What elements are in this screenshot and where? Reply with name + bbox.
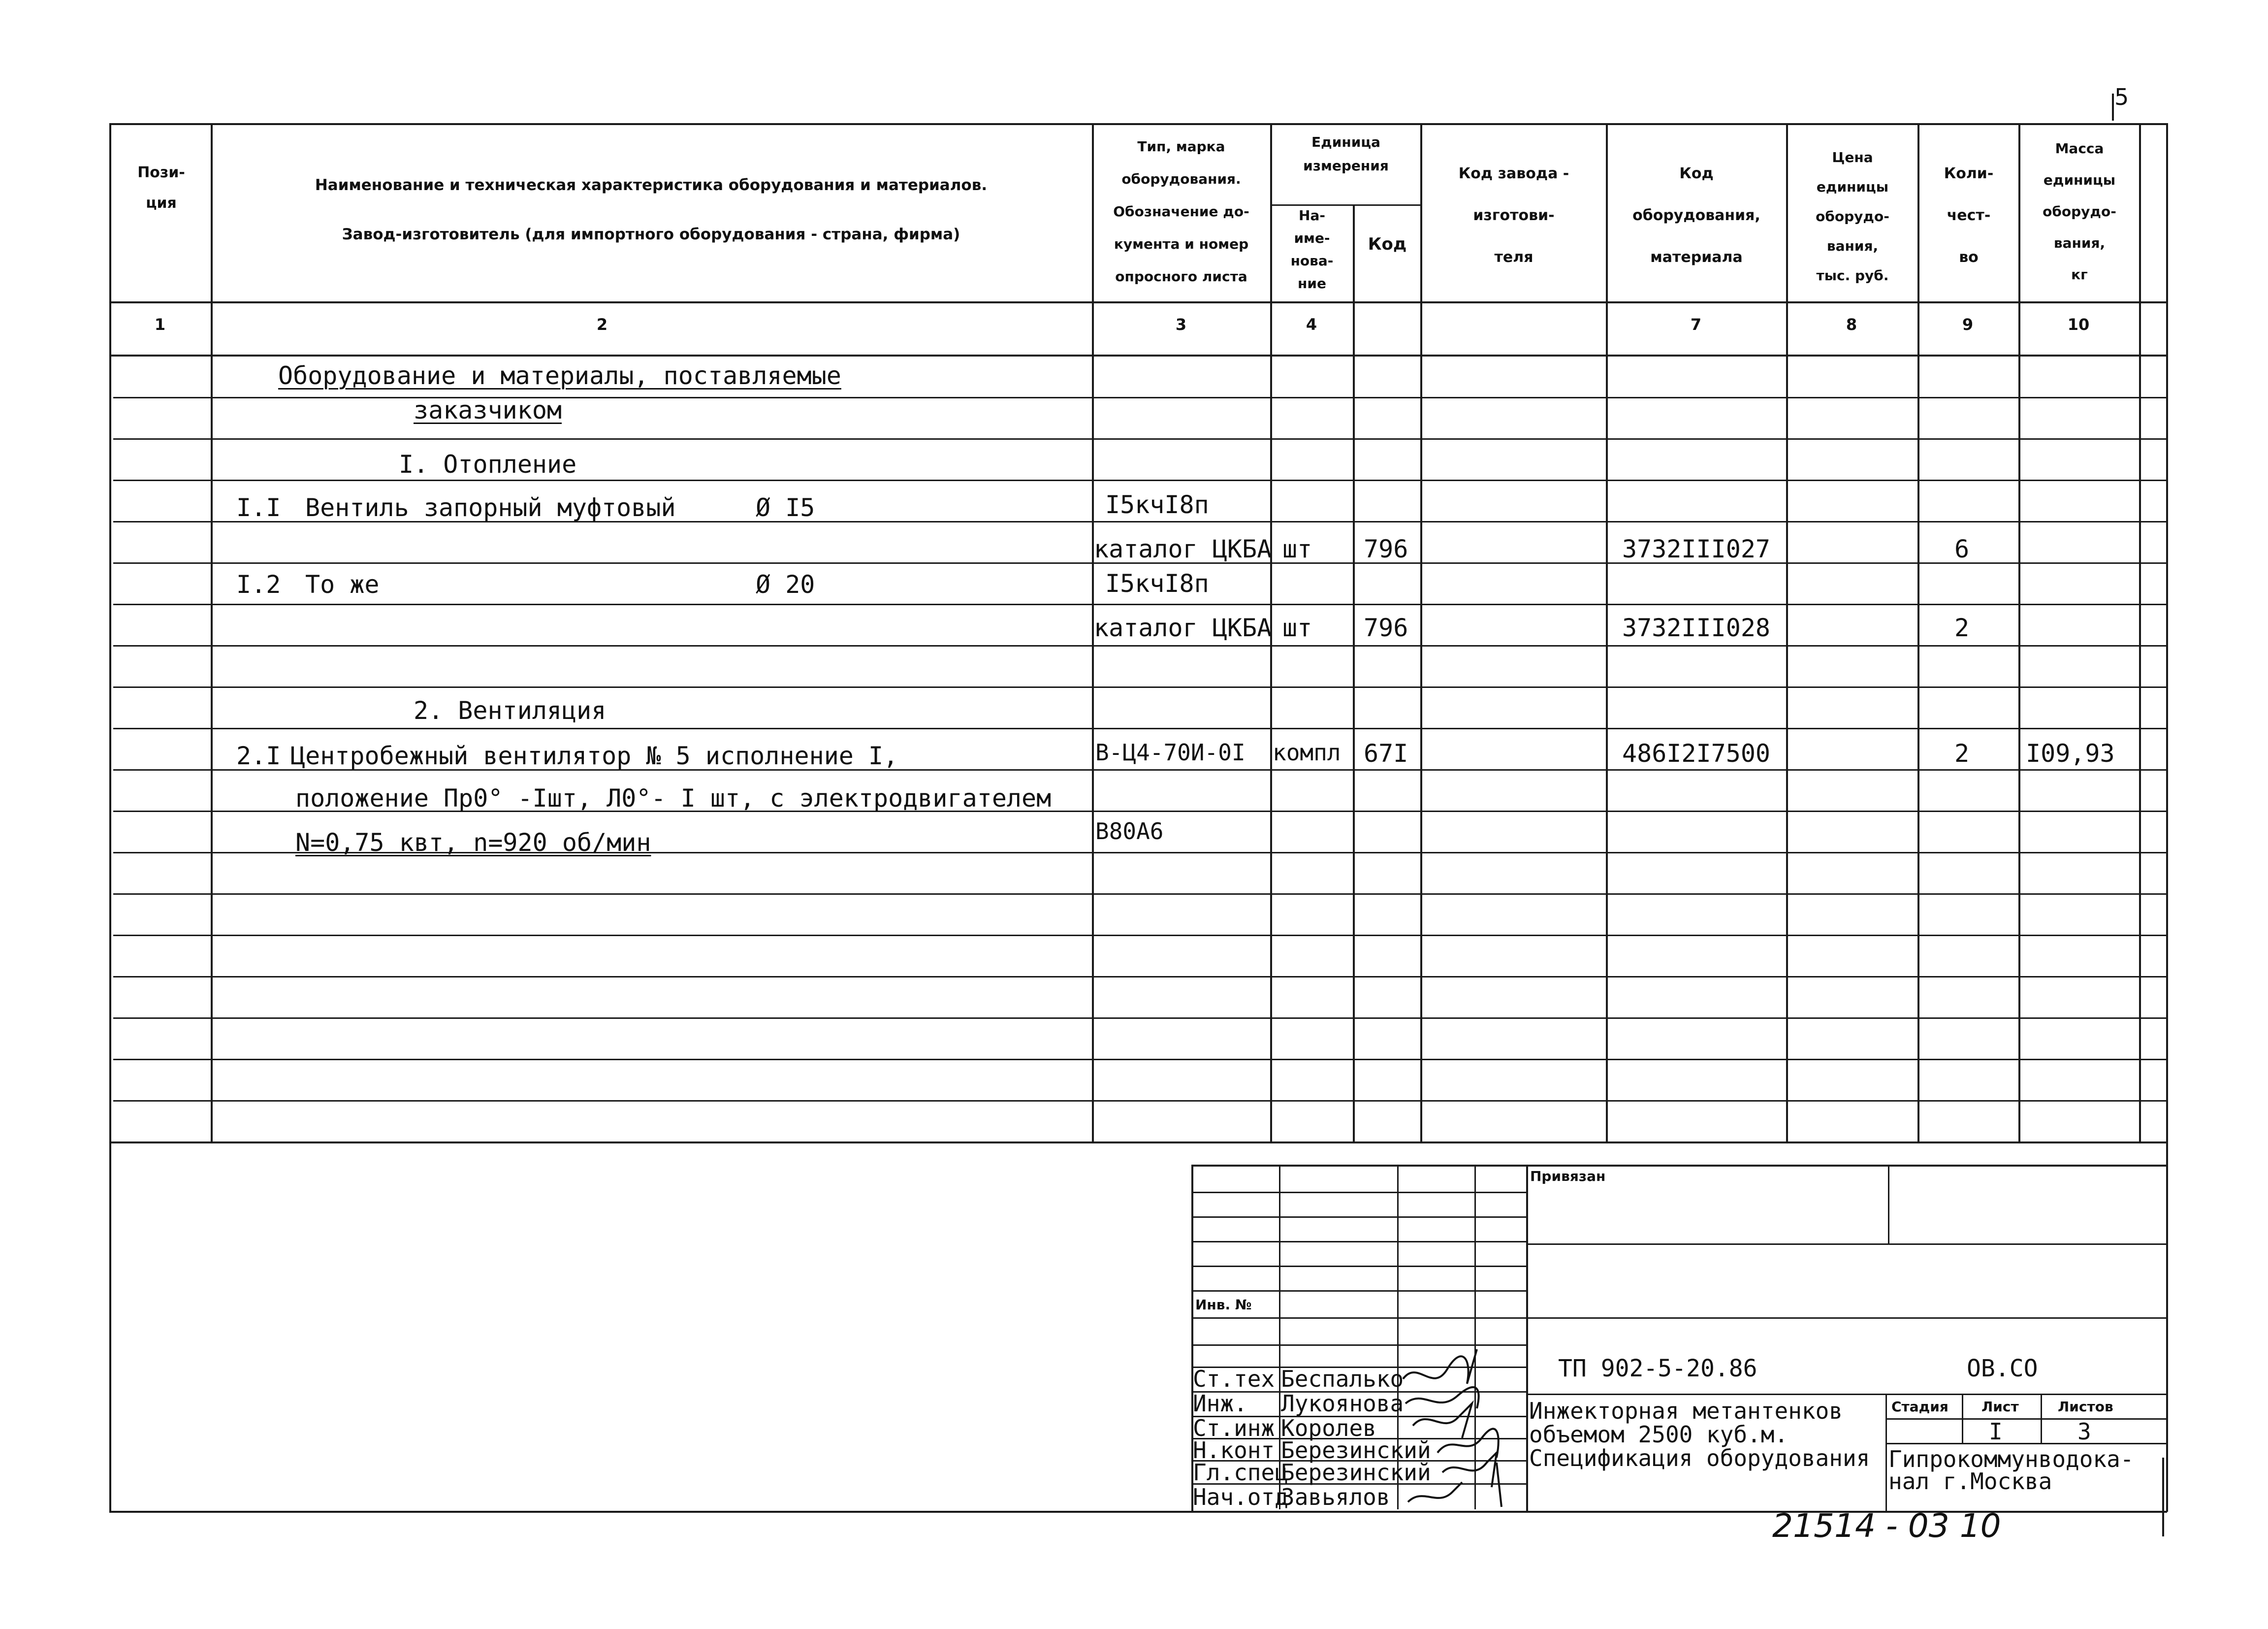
row-1-2-name: То же [305,570,380,599]
document-code: ТП 902-5-20.86 [1558,1355,1757,1382]
col-header-factory-code: Код завода - изготови- теля [1458,165,1569,266]
row-1-2-unit-code: 796 [1364,614,1408,642]
row-1-2-material-code: 3732III028 [1622,614,1771,642]
row-1-2-document: каталог ЦКБА [1094,614,1272,642]
row-1-1-unit: шт [1282,535,1312,563]
description-line2: объемом 2500 куб.м. [1529,1421,1789,1448]
group-heading-line1: Оборудование и материалы, поставляемые [278,361,841,390]
col-header-unit-code: Код [1368,234,1407,254]
name-4: Березинский [1281,1437,1431,1464]
col-number-10: 10 [2067,315,2090,334]
organization-line2: нал г.Москва [1888,1468,2052,1495]
role-4: Н.конт [1193,1437,1275,1464]
row-2-1-quantity: 2 [1954,739,1970,768]
name-5: Березинский [1281,1459,1431,1486]
row-2-1-motor: В80А6 [1095,818,1164,845]
col-header-mass: Масса единицы оборудо- вания, кг [2043,140,2116,283]
sheet-code: ОВ.СО [1967,1355,2038,1382]
name-1: Беспалько [1281,1366,1404,1392]
row-2-1-material-code: 486I2I7500 [1622,739,1771,768]
name-6: Завьялов [1281,1484,1390,1510]
role-3: Ст.инж [1193,1415,1275,1441]
description-line1: Инжекторная метантенков [1529,1398,1843,1424]
section-ventilation: 2. Вентиляция [414,696,607,725]
col-header-name-line1: Наименование и техническая характеристика оборудования и материалов. [315,176,988,194]
row-1-1-quantity: 6 [1954,535,1970,563]
inventory-number-label: Инв. № [1195,1297,1252,1313]
col-header-price: Цена единицы оборудо- вания, тыс. руб. [1816,149,1889,284]
col-number-3: 3 [1175,315,1187,334]
row-1-2-position: I.2 [236,570,281,599]
col-number-1: 1 [154,315,166,334]
row-1-2-diameter: Ø 20 [756,570,815,599]
row-1-1-type: I5кчI8п [1105,490,1209,519]
page-mark-tick [2112,94,2114,121]
row-1-1-position: I.I [236,493,281,522]
name-3: Королев [1281,1415,1376,1441]
footer-archive-number: 21514 - 03 10 [1772,1507,2001,1545]
col-header-name-line2: Завод-изготовитель (для импортного оборудования - страна, фирма) [342,226,960,243]
privyazan-label: Привязан [1530,1168,1606,1184]
row-1-2-unit: шт [1282,614,1312,642]
description-line3: Спецификация оборудования [1529,1445,1870,1471]
row-1-2-quantity: 2 [1954,614,1970,642]
row-2-1-description-line3: N=0,75 квт, n=920 об/мин [295,828,651,857]
col-header-unit-group: Единица измерения [1303,134,1389,174]
row-2-1-unit-code: 67I [1364,739,1408,768]
row-2-1-type: В-Ц4-70И-0I [1095,739,1246,766]
row-1-2-type: I5кчI8п [1105,569,1209,598]
col-number-9: 9 [1962,315,1974,334]
col-header-unit-name: На- име- нова- ние [1290,207,1334,292]
signatures-image [1398,1339,1526,1512]
sheet-label: Лист [1981,1399,2019,1415]
col-header-quantity: Коли- чест- во [1944,165,1994,266]
col-number-8: 8 [1846,315,1857,334]
sheets-label: Листов [2058,1399,2113,1415]
role-6: Нач.отд [1193,1484,1288,1510]
section-heating: I. Отопление [399,450,577,479]
role-2: Инж. [1193,1390,1247,1417]
group-heading-line2: заказчиком [414,396,562,424]
name-2: Лукоянова [1281,1390,1404,1417]
col-number-7: 7 [1690,315,1702,334]
organization-line1: Гипрокоммунводока- [1888,1446,2134,1472]
col-header-position: Пози- ция [137,164,185,212]
sheets-value: 3 [2077,1418,2091,1445]
row-2-1-unit: компл [1273,739,1341,766]
sheet-value: I [1989,1418,2003,1445]
row-1-1-name: Вентиль запорный муфтовый [305,493,676,522]
stage-label: Стадия [1891,1399,1949,1415]
row-2-1-description-line2: положение Пр0° -Iшт, Л0°- I шт, с электродвигателем [295,784,1052,813]
role-1: Ст.тех [1193,1366,1275,1392]
row-1-1-diameter: Ø I5 [756,493,815,522]
row-2-1-mass: I09,93 [2026,739,2115,768]
col-number-2: 2 [596,315,608,334]
row-1-1-document: каталог ЦКБА [1094,535,1272,563]
right-edge-mark [2162,1458,2164,1536]
page-mark: 5 [2114,84,2129,110]
row-1-1-material-code: 3732III027 [1622,535,1771,563]
row-2-1-name: Центробежный вентилятор № 5 исполнение I, [290,742,898,770]
col-header-type: Тип, марка оборудования. Обозначение до- кумента и номер опросного листа [1113,138,1249,285]
row-2-1-position: 2.I [236,742,281,770]
role-5: Гл.спец [1193,1459,1288,1486]
col-header-equipment-code: Код оборудования, материала [1632,165,1760,266]
col-number-4: 4 [1306,315,1317,334]
row-1-1-unit-code: 796 [1364,535,1408,563]
